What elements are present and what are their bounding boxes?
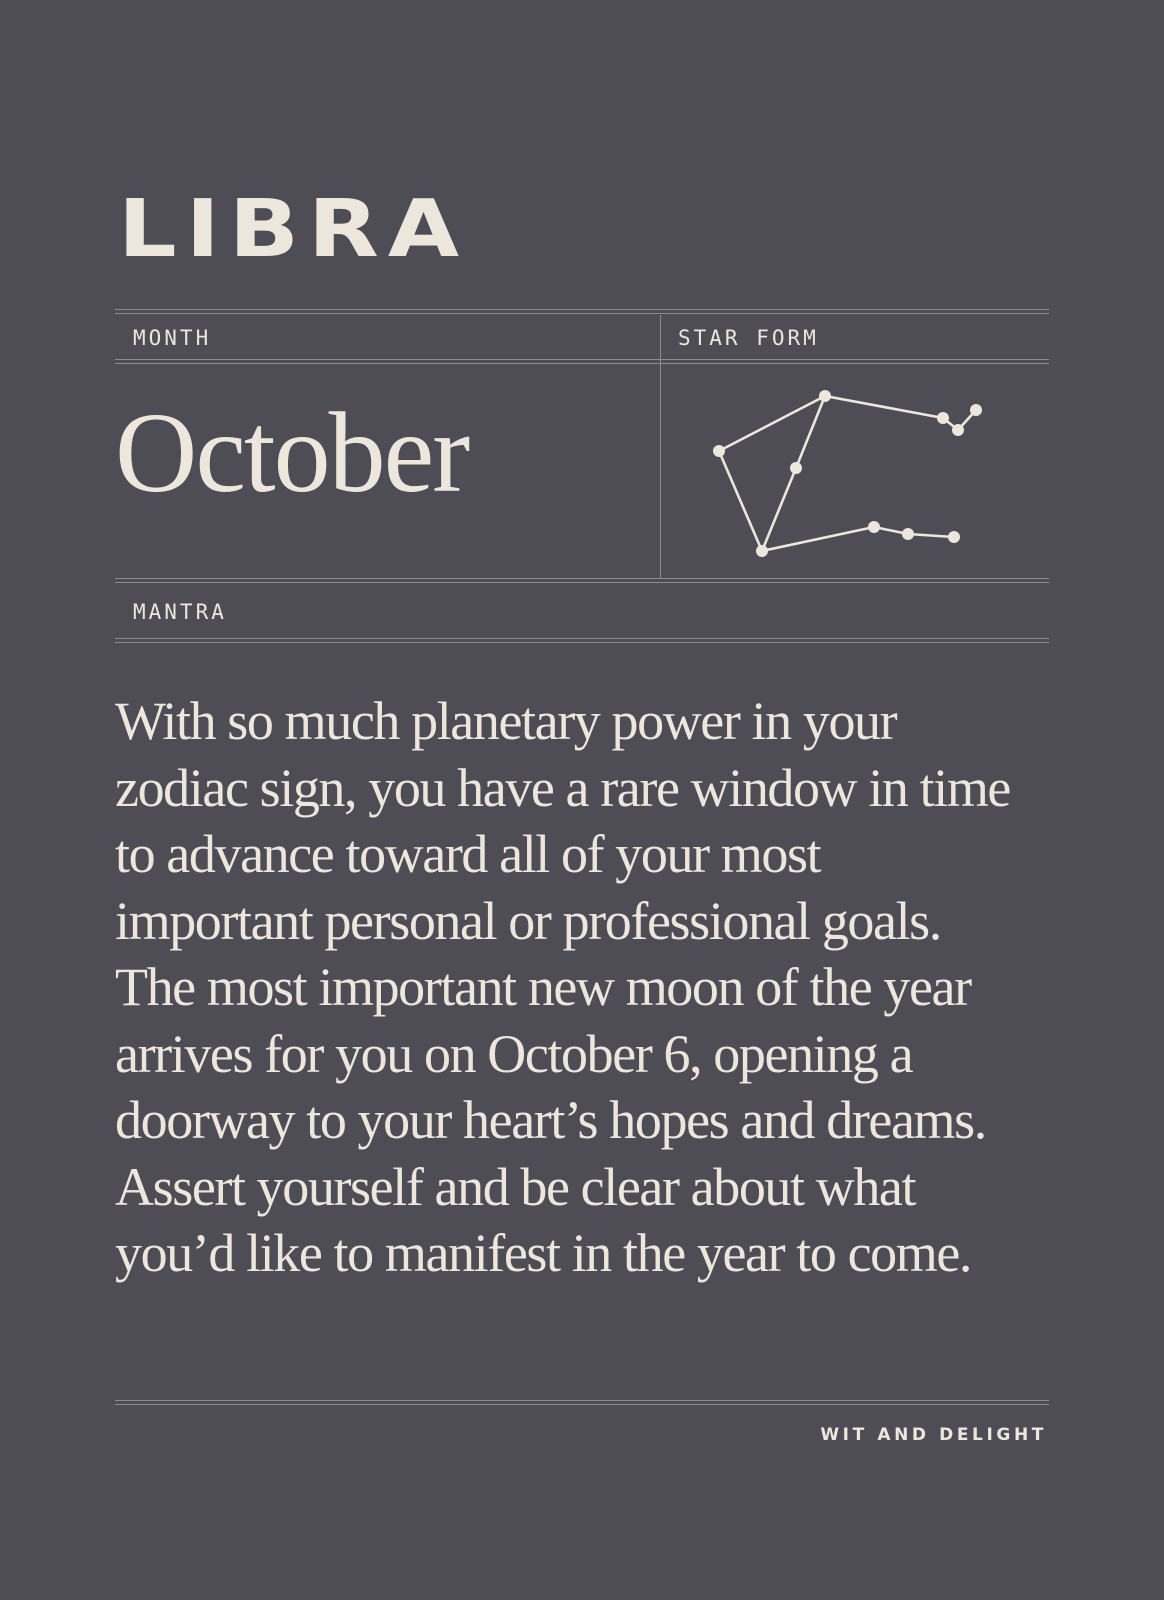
constellation-star bbox=[756, 545, 768, 557]
constellation-line-upper bbox=[719, 396, 976, 451]
mantra-line: to advance toward all of your most bbox=[115, 824, 821, 884]
constellation-line-left bbox=[719, 451, 762, 551]
constellation-star bbox=[790, 462, 802, 474]
constellation-star bbox=[948, 531, 960, 543]
mantra-bottom-divider bbox=[115, 638, 1049, 643]
constellation-star bbox=[937, 412, 949, 424]
mantra-line: Assert yourself and be clear about what bbox=[115, 1156, 916, 1217]
footer-divider bbox=[115, 1400, 1049, 1405]
constellation-star bbox=[952, 424, 964, 436]
brand-name: WIT AND DELIGHT bbox=[820, 1425, 1047, 1445]
page-title: LIBRA bbox=[118, 183, 469, 276]
month-label: MONTH bbox=[133, 326, 212, 350]
mantra-line: The most important new moon of the year bbox=[115, 957, 971, 1017]
constellation-star bbox=[819, 390, 831, 402]
mantra-line: zodiac sign, you have a rare window in time bbox=[115, 757, 1011, 818]
mantra-line: important personal or professional goals. bbox=[115, 890, 941, 951]
mantra-top-divider bbox=[115, 578, 1049, 583]
star-form-label: STAR FORM bbox=[678, 326, 819, 350]
mantra-line: you’d like to manifest in the year to come. bbox=[115, 1223, 972, 1283]
constellation-star bbox=[970, 404, 982, 416]
mantra-line: With so much planetary power in your bbox=[115, 691, 897, 751]
mantra-label: MANTRA bbox=[133, 600, 227, 624]
constellation-star bbox=[713, 445, 725, 457]
mantra-line: arrives for you on October 6, opening a bbox=[115, 1023, 913, 1084]
constellation-star bbox=[902, 528, 914, 540]
constellation-star bbox=[868, 521, 880, 533]
mantra-text bbox=[115, 688, 1075, 1287]
mantra-line: doorway to your heart’s hopes and dreams. bbox=[115, 1090, 986, 1150]
month-value: October bbox=[115, 389, 469, 516]
constellation-line-lower bbox=[762, 527, 954, 551]
constellation-line-inner bbox=[762, 396, 825, 551]
